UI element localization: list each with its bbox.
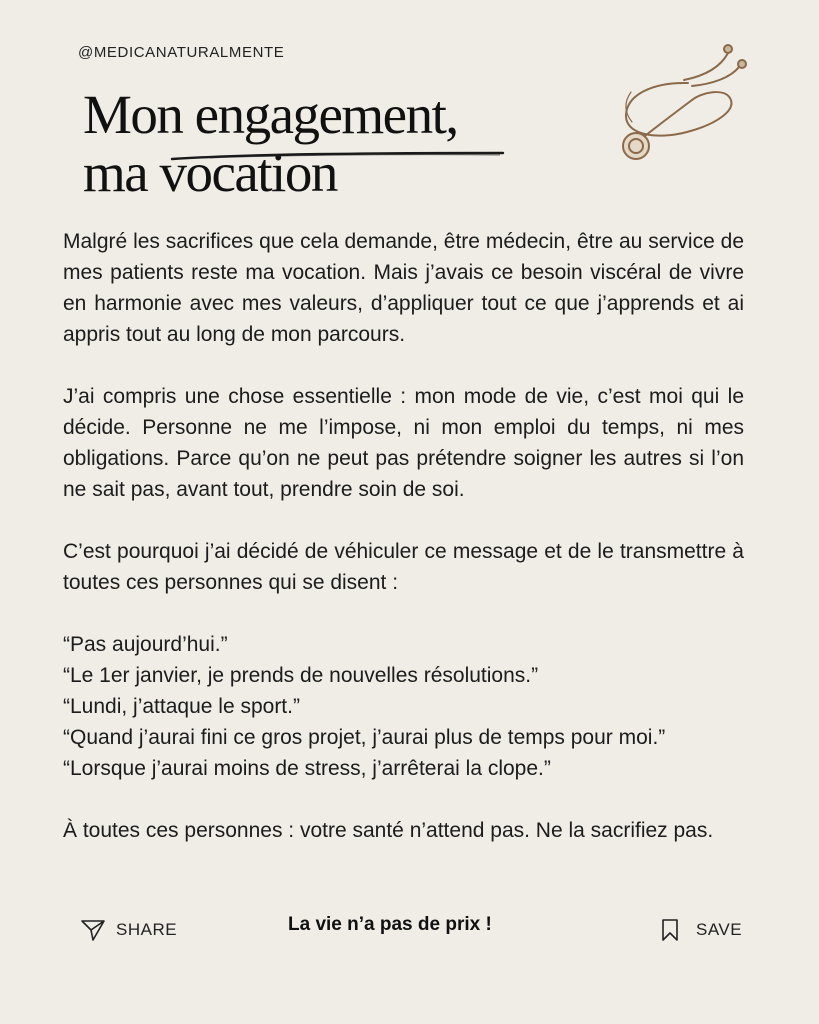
bookmark-icon (660, 918, 680, 942)
paragraph-4: À toutes ces personnes : votre santé n’attend pas. Ne la sacrifiez pas. (63, 819, 714, 842)
brush-underline (170, 150, 505, 162)
tagline: La vie n’a pas de prix ! (288, 914, 492, 935)
quote-item: “Pas aujourd’hui.” (63, 633, 228, 656)
footer (0, 910, 819, 950)
paragraph-3: C’est pourquoi j’ai décidé de véhiculer ce message et de le transmettre à toutes ces personnes qui se disent : (63, 540, 744, 594)
page-title (83, 86, 458, 202)
title-line-2: ma vocation (83, 142, 337, 203)
account-handle: @MEDICANATURALMENTE (78, 44, 285, 61)
share-button[interactable] (80, 918, 177, 942)
send-icon (80, 918, 106, 942)
stethoscope-icon (612, 40, 762, 165)
quote-item: “Quand j’aurai fini ce gros projet, j’aurai plus de temps pour moi.” (63, 726, 666, 749)
quote-item: “Le 1er janvier, je prends de nouvelles résolutions.” (63, 664, 539, 687)
paragraph-2: J’ai compris une chose essentielle : mon mode de vie, c’est moi qui le décide. Personne ne me l’impose, ni mon emploi du temps, ni mes obligations. Parce qu’on ne peut pas prétendre soigner les autres si l’on ne sait pas, avant tout, prendre soin de soi. (63, 385, 744, 501)
quote-list (63, 629, 744, 784)
title-line-1: Mon engagement, (83, 84, 458, 145)
quote-item: “Lorsque j’aurai moins de stress, j’arrêterai la clope.” (63, 757, 551, 780)
share-label: SHARE (116, 920, 178, 939)
main-text (63, 226, 744, 846)
paragraph-1: Malgré les sacrifices que cela demande, être médecin, être au service de mes patients reste ma vocation. Mais j’avais ce besoin viscéral de vivre en harmonie avec mes valeurs, d’appliquer tout ce que j’apprends et ai appris tout au long de mon parcours. (63, 230, 744, 346)
quote-item: “Lundi, j’attaque le sport.” (63, 695, 300, 718)
save-button[interactable] (660, 918, 742, 942)
save-label: SAVE (696, 920, 743, 939)
